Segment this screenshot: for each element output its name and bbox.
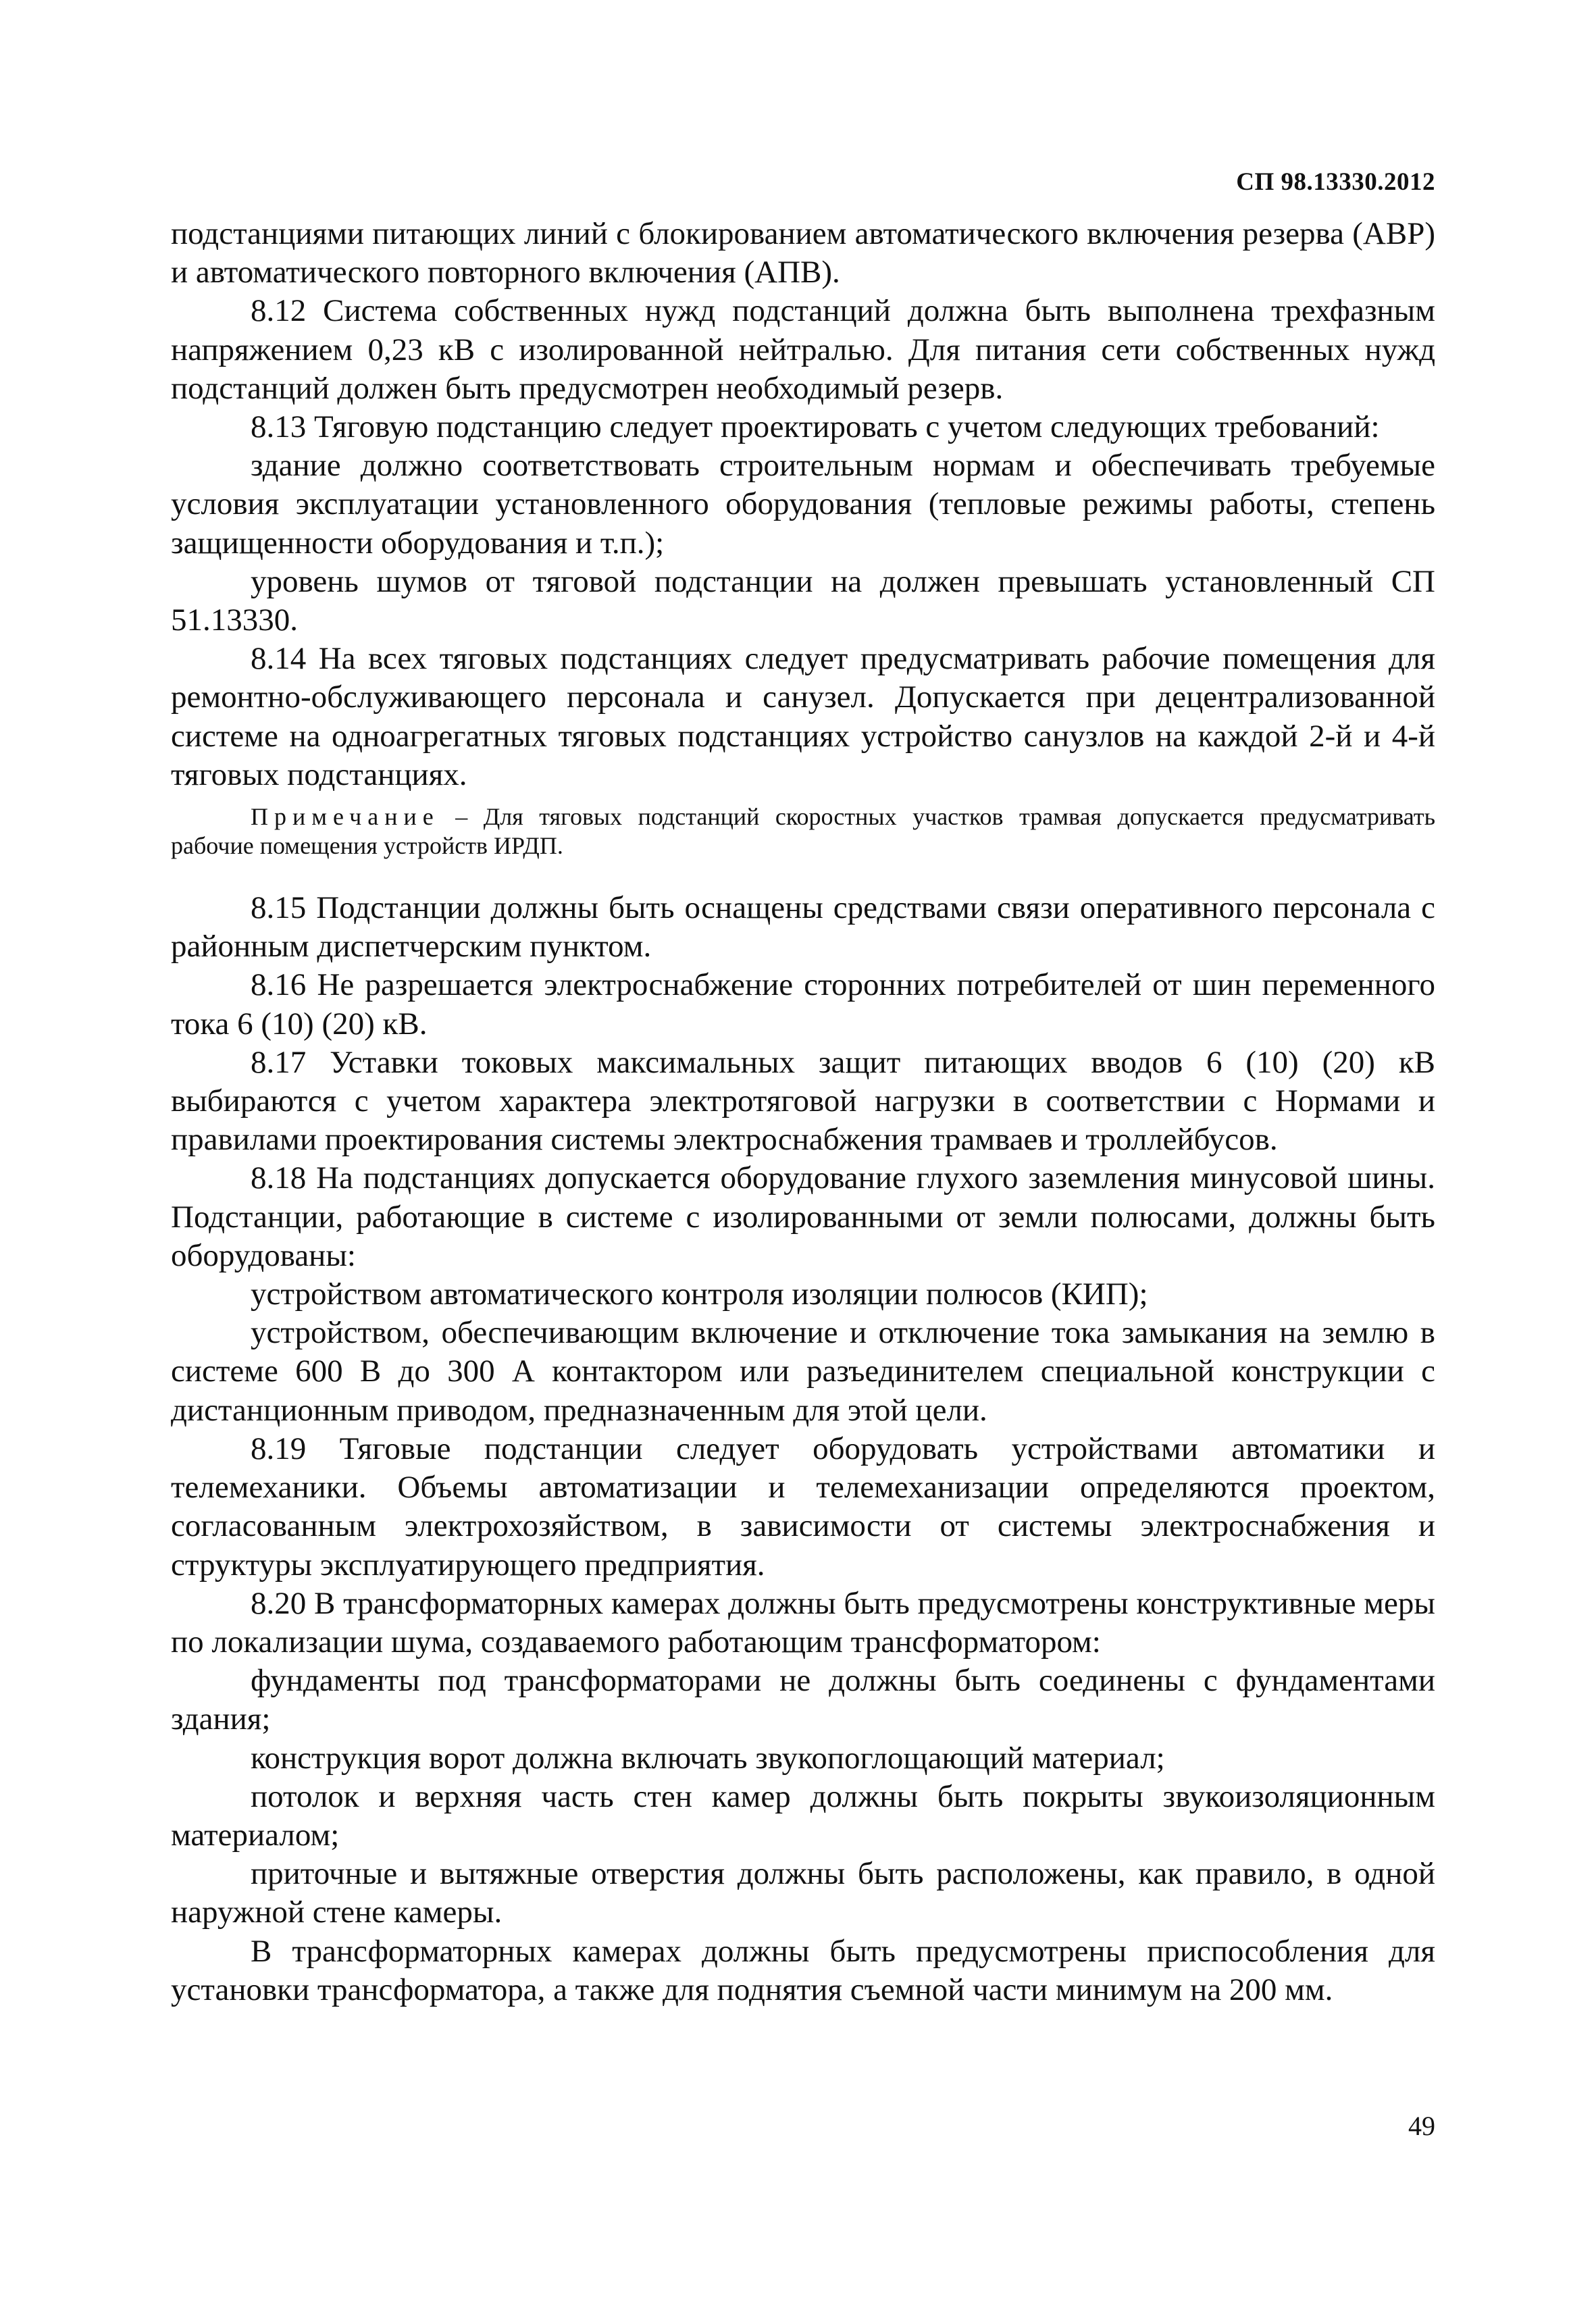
- paragraph-8-20-item-vents: приточные и вытяжные отверстия должны быть расположены, как правило, в одной наружной стене камеры.: [171, 1856, 1435, 1930]
- paragraph-8-20-item-foundations: фундаменты под трансформаторами не должны быть соединены с фундаментами здания;: [171, 1663, 1435, 1737]
- document-body: [171, 215, 1435, 2009]
- paragraph-8-18-item-kip: устройством автоматического контроля изоляции полюсов (КИП);: [251, 1277, 1148, 1312]
- paragraph-8-20-item-ceiling: потолок и верхняя часть стен камер должны быть покрыты звукоизоляционным материалом;: [171, 1778, 1435, 1853]
- note-label: Примечание: [251, 803, 440, 831]
- paragraph-8-13: 8.13 Тяговую подстанцию следует проектировать с учетом следующих требований:: [251, 409, 1380, 445]
- paragraph-8-18: 8.18 На подстанциях допускается оборудование глухого заземления минусовой шины. Подстанции, работающие в системе с изолированными от земли полюсами, должны быть оборудованы:: [171, 1160, 1435, 1273]
- note-text: – Для тяговых подстанций скоростных участков трамвая допускается предусматривать рабочие помещения устройств ИРДП.: [171, 803, 1435, 860]
- paragraph-8-12: 8.12 Система собственных нужд подстанций должна быть выполнена трехфазным напряжением 0,23 кВ с изолированной нейтралью. Для питания сети собственных нужд подстанций должен быть предусмотрен необходимый резерв.: [171, 293, 1435, 406]
- paragraph-8-17: 8.17 Уставки токовых максимальных защит питающих вводов 6 (10) (20) кВ выбираются с учетом характера электротяговой нагрузки в соответствии с Нормами и правилами проектирования системы электроснабжения трамваев и троллейбусов.: [171, 1044, 1435, 1158]
- paragraph-8-18-item-switching: устройством, обеспечивающим включение и отключение тока замыкания на землю в системе 600 В до 300 А контактором или разъединителем специальной конструкции с дистанционным приводом, предназначенным для этой цели.: [171, 1315, 1435, 1428]
- paragraph-continuation: подстанциями питающих линий с блокированием автоматического включения резерва (АВР) и автоматического повторного включения (АПВ).: [171, 216, 1435, 290]
- paragraph-8-13-item-building: здание должно соответствовать строительным нормам и обеспечивать требуемые условия эксплуатации установленного оборудования (тепловые режимы работы, степень защищенности оборудования и т.п.);: [171, 448, 1435, 561]
- paragraph-8-20-item-gates: конструкция ворот должна включать звукопоглощающий материал;: [251, 1740, 1165, 1776]
- paragraph-8-15: 8.15 Подстанции должны быть оснащены средствами связи оперативного персонала с районным диспетчерским пунктом.: [171, 890, 1435, 965]
- page-number: 49: [1408, 2111, 1435, 2141]
- paragraph-8-16: 8.16 Не разрешается электроснабжение сторонних потребителей от шин переменного тока 6 (10) (20) кВ.: [171, 967, 1435, 1042]
- paragraph-8-19: 8.19 Тяговые подстанции следует оборудовать устройствами автоматики и телемеханики. Объемы автоматизации и телемеханизации определяются проектом, согласованным электрохозяйством, в зависимости от системы электроснабжения и структуры эксплуатирующего предприятия.: [171, 1431, 1435, 1583]
- note: [171, 802, 1435, 860]
- paragraph-8-20: 8.20 В трансформаторных камерах должны быть предусмотрены конструктивные меры по локализации шума, создаваемого работающим трансформатором:: [171, 1585, 1435, 1660]
- paragraph-8-14: 8.14 На всех тяговых подстанциях следует предусматривать рабочие помещения для ремонтно-обслуживающего персонала и санузел. Допускается при децентрализованной системе на одноагрегатных тяговых подстанциях устройство санузлов на каждой 2-й и 4-й тяговых подстанциях.: [171, 641, 1435, 792]
- paragraph-8-13-item-noise: уровень шумов от тяговой подстанции на должен превышать установленный СП 51.13330.: [171, 563, 1435, 638]
- document-code-header: СП 98.13330.2012: [1236, 168, 1435, 196]
- paragraph-8-20-final: В трансформаторных камерах должны быть предусмотрены приспособления для установки трансформатора, а также для поднятия съемной части минимум на 200 мм.: [171, 1933, 1435, 2007]
